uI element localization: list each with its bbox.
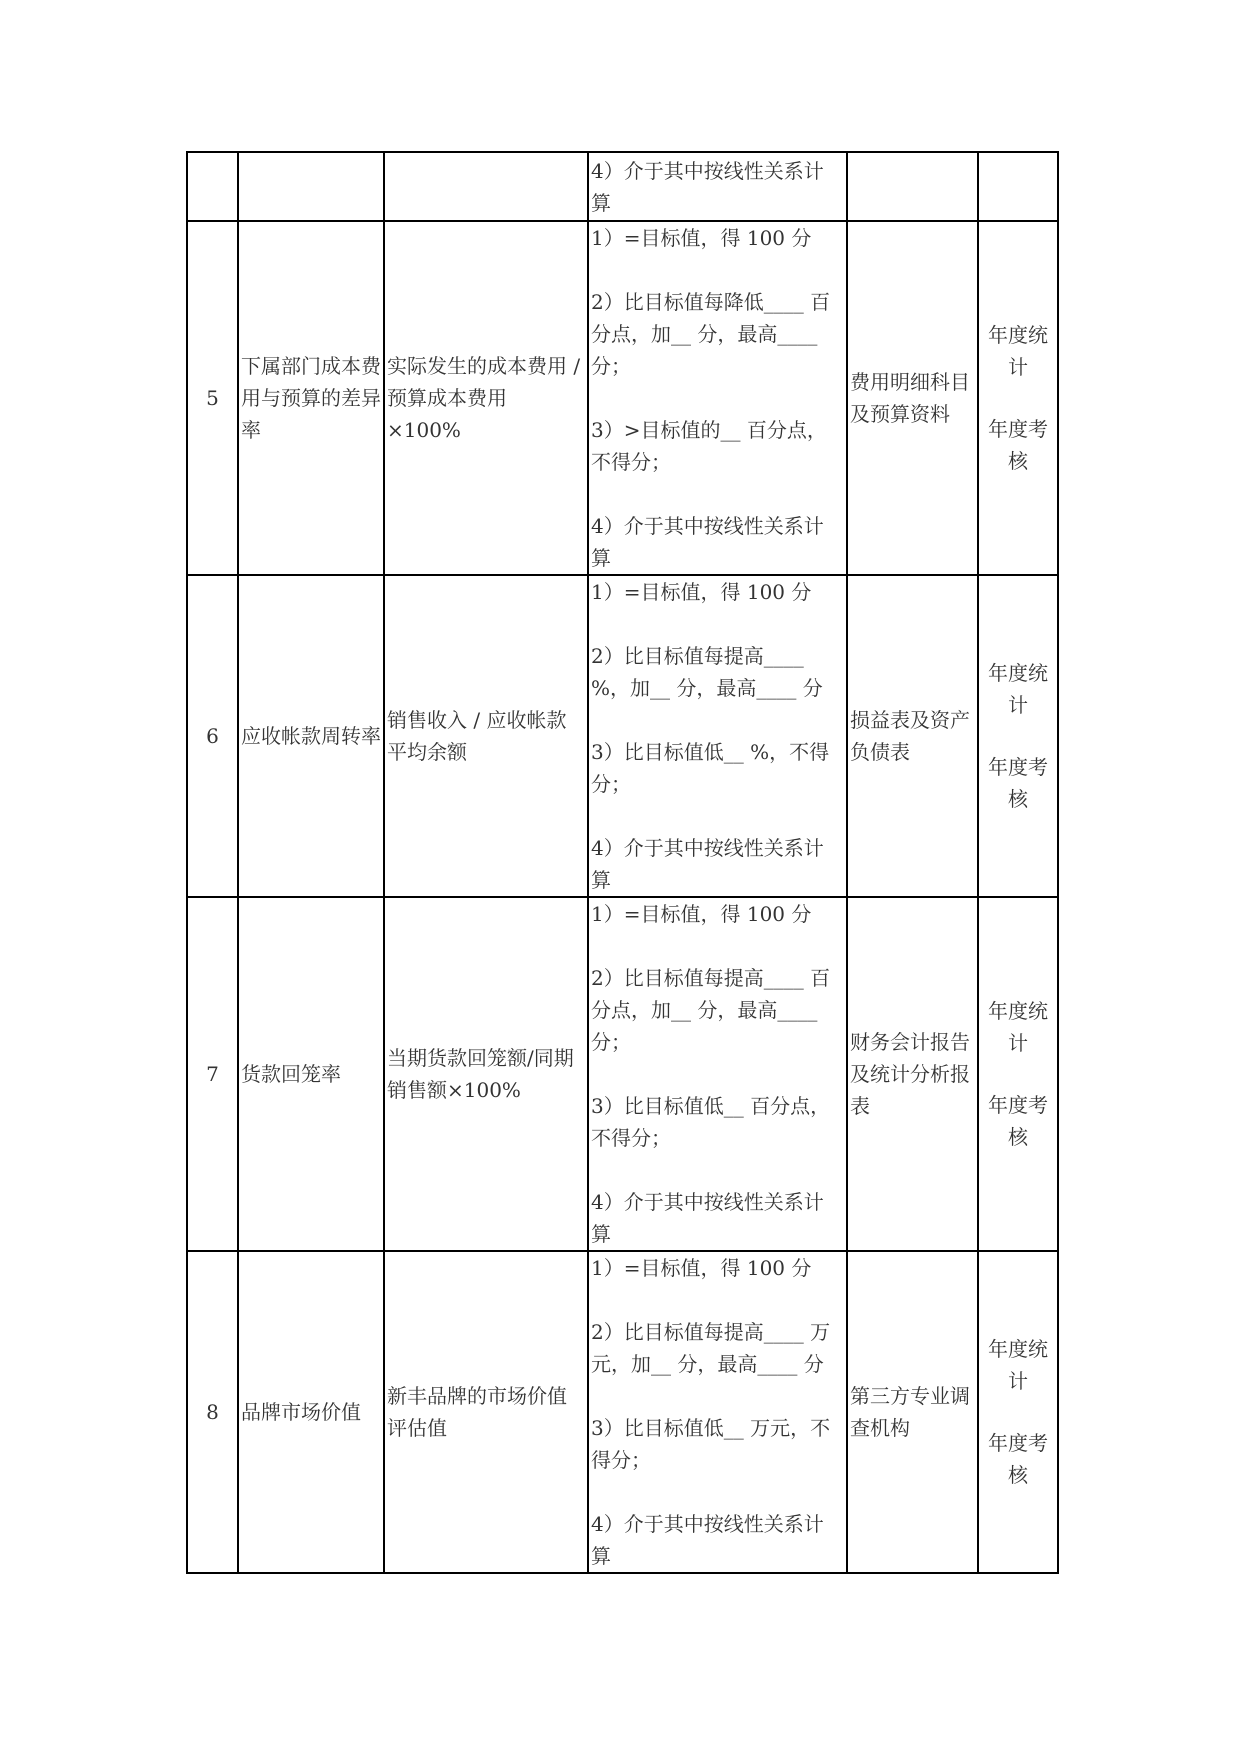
scoring-method-cell: 1）=目标值，得 100 分 2）比目标值每提高____ 万 元，加__ 分，最高____ 分 3）比目标值低__ 万元，不 得分； 4）介于其中按线性关系计 算 [588,1251,847,1573]
data-source-cell: 费用明细科目及预算资料 [847,221,978,575]
kpi-table [186,151,1059,1574]
data-source-cell [847,152,978,221]
statistics-period: 年度统计 [988,323,1048,379]
formula-cell: 销售收入 / 应收帐款平均余额 [384,575,588,897]
formula-cell: 新丰品牌的市场价值评估值 [384,1251,588,1573]
row-number-cell [187,152,238,221]
row-number-cell: 7 [187,897,238,1251]
indicator-name-cell: 应收帐款周转率 [238,575,384,897]
table-row [187,575,1058,897]
indicator-name-cell [238,152,384,221]
period-cell [978,152,1058,221]
statistics-period: 年度统计 [988,999,1048,1055]
evaluation-period: 年度考核 [988,755,1048,811]
evaluation-period: 年度考核 [988,1093,1048,1149]
row-number-cell: 5 [187,221,238,575]
formula-cell: 当期货款回笼额/同期销售额×100% [384,897,588,1251]
indicator-name-cell: 货款回笼率 [238,897,384,1251]
table-row [187,897,1058,1251]
row-number-cell: 8 [187,1251,238,1573]
statistics-period: 年度统计 [988,1337,1048,1393]
scoring-method-cell: 1）=目标值，得 100 分 2）比目标值每提高____ 百 分点，加__ 分，最高____ 分； 3）比目标值低__ 百分点， 不得分； 4）介于其中按线性关系计 算 [588,897,847,1251]
table-row [187,1251,1058,1573]
indicator-name-cell: 下属部门成本费用与预算的差异率 [238,221,384,575]
formula-cell [384,152,588,221]
data-source-cell: 财务会计报告及统计分析报表 [847,897,978,1251]
period-cell [978,221,1058,575]
evaluation-period: 年度考核 [988,417,1048,473]
scoring-method-cell: 1）=目标值，得 100 分 2）比目标值每提高____ %，加__ 分，最高____ 分 3）比目标值低__ %，不得 分； 4）介于其中按线性关系计 算 [588,575,847,897]
table-row [187,152,1058,221]
period-cell [978,897,1058,1251]
data-source-cell: 第三方专业调查机构 [847,1251,978,1573]
row-number-cell: 6 [187,575,238,897]
table-row [187,221,1058,575]
period-cell [978,1251,1058,1573]
indicator-name-cell: 品牌市场价值 [238,1251,384,1573]
scoring-method-cell: 4）介于其中按线性关系计 算 [588,152,847,221]
scoring-method-cell: 1）=目标值，得 100 分 2）比目标值每降低____ 百 分点，加__ 分，最高____ 分； 3）>目标值的__ 百分点， 不得分； 4）介于其中按线性关系计 算 [588,221,847,575]
formula-cell: 实际发生的成本费用 / 预算成本费用 ×100% [384,221,588,575]
data-source-cell: 损益表及资产负债表 [847,575,978,897]
statistics-period: 年度统计 [988,661,1048,717]
evaluation-period: 年度考核 [988,1431,1048,1487]
period-cell [978,575,1058,897]
